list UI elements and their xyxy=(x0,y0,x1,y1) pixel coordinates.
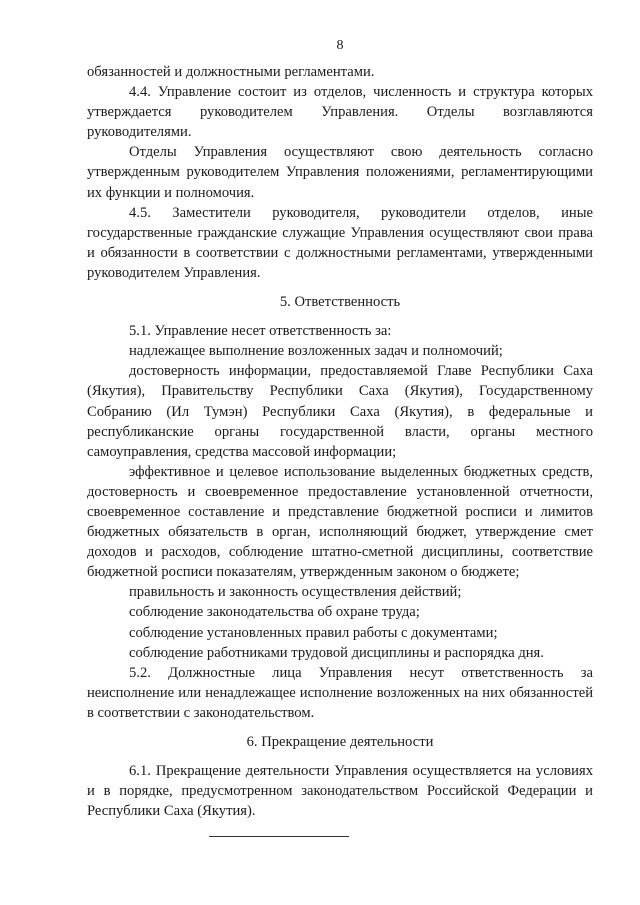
list-item-tasks: надлежащее выполнение возложенных задач и полномочий; xyxy=(129,343,503,360)
paragraph-5-1: 5.1. Управление несет ответственность за: xyxy=(129,323,392,340)
list-item-labor-safety: соблюдение законодательства об охране труда; xyxy=(129,604,420,621)
section-heading-6: 6. Прекращение деятельности xyxy=(246,734,434,750)
list-item-information: достоверность информации, предоставляемой Главе Республики Саха (Якутия), Правительству Республики Саха (Якутия), Государственному Собранию (Ил Тумэн) Республики Саха (Якутия), в федеральные и республиканские органы государственной власти, органы местного самоуправления, средства массовой информации; xyxy=(87,363,593,460)
page-number: 8 xyxy=(336,38,344,53)
list-item-budget: эффективное и целевое использование выделенных бюджетных средств, достоверность и своевременное предоставление установленной отчетности, своевременное составление и представление бюджетной росписи и лимитов бюджетных обязательств в орган, исполняющий бюджет, утверждение смет доходов и расходов, соблюдение штатно-сметной дисциплины, соответствие бюджетной росписи показателям, утвержденным законом о бюджете; xyxy=(87,463,593,581)
list-item-documents: соблюдение установленных правил работы с документами; xyxy=(129,624,498,641)
paragraph-continuation: обязанностей и должностными регламентами. xyxy=(87,64,375,80)
paragraph-4-4: 4.4. Управление состоит из отделов, численность и структура которых утверждается руководителем Управления. Отделы возглавляются руководителями. xyxy=(87,84,593,141)
paragraph-5-2: 5.2. Должностные лица Управления несут ответственность за неисполнение или ненадлежащее исполнение возложенных на них обязанностей в соответствии с законодательством. xyxy=(87,664,593,721)
paragraph-4-5: 4.5. Заместители руководителя, руководители отделов, иные государственные гражданские служащие Управления осуществляют свои права и обязанности в соответствии с должностными регламентами, утвержденными руководителем Управления. xyxy=(87,204,593,281)
paragraph-departments: Отделы Управления осуществляют свою деятельность согласно утвержденным руководителем Управления положениями, регламентирующими их функции и полномочия. xyxy=(87,144,593,201)
list-item-discipline: соблюдение работниками трудовой дисциплины и распорядка дня. xyxy=(129,644,544,661)
document-body xyxy=(87,62,593,821)
list-item-legality: правильность и законность осуществления действий; xyxy=(129,584,462,601)
paragraph-6-1: 6.1. Прекращение деятельности Управления осуществляется на условиях и в порядке, предусмотренном законодательством Российской Федерации и Республики Саха (Якутия). xyxy=(87,763,593,820)
closing-rule xyxy=(209,836,349,837)
section-heading-5: 5. Ответственность xyxy=(279,294,401,311)
